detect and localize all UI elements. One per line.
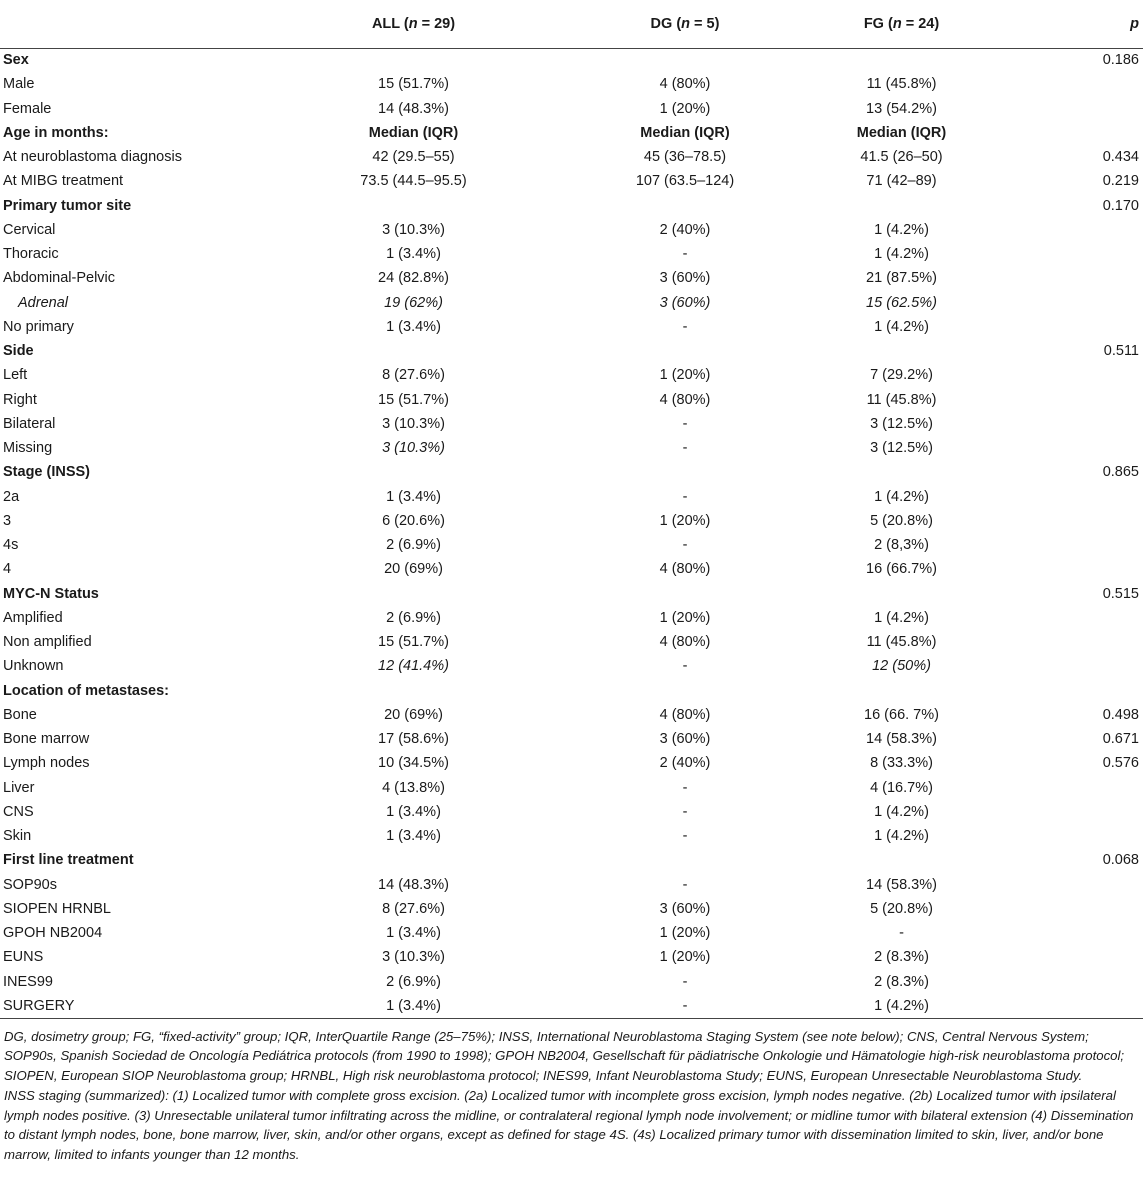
- cell-dg: 3 (60%): [659, 294, 711, 311]
- cell-dg: 3 (60%): [659, 270, 711, 287]
- row-label: Thoracic: [3, 246, 59, 263]
- row-label: Bone: [3, 706, 37, 723]
- row-label: Primary tumor site: [3, 197, 132, 214]
- table-row: [0, 194, 1143, 218]
- table-row: [0, 606, 1143, 630]
- row-label: 4: [3, 561, 12, 578]
- table-row: [0, 824, 1143, 848]
- cell-p-value: [1013, 897, 1143, 921]
- row-label: Cervical: [3, 221, 56, 238]
- cell-fg: [790, 339, 1013, 363]
- cell-p-value: [1013, 509, 1143, 533]
- cell-fg: -: [899, 925, 904, 942]
- cell-all: 1 (3.4%): [247, 994, 580, 1018]
- row-label: Age in months:: [3, 124, 109, 141]
- row-label: Bilateral: [3, 415, 56, 432]
- table-row: [0, 97, 1143, 121]
- cell-dg: [580, 582, 790, 606]
- table-body: [0, 48, 1143, 1018]
- cell-fg: 1 (4.2%): [874, 609, 929, 626]
- cell-p-value: 0.671: [1102, 731, 1139, 748]
- table-header: [0, 0, 1143, 48]
- row-label: Abdominal-Pelvic: [3, 270, 116, 287]
- table-row: [0, 703, 1143, 727]
- cell-p-value: [1013, 776, 1143, 800]
- row-label: Male: [3, 76, 35, 93]
- cell-all: 19 (62%): [384, 294, 443, 311]
- cell-p-value: [1013, 970, 1143, 994]
- cell-all: 2 (6.9%): [386, 973, 441, 990]
- cell-p-value: [1013, 436, 1143, 460]
- cell-p-value: 0.865: [1102, 464, 1139, 481]
- row-label: First line treatment: [3, 852, 134, 869]
- cell-all: 4 (13.8%): [382, 779, 445, 796]
- row-label: GPOH NB2004: [3, 925, 103, 942]
- table-row: [0, 533, 1143, 557]
- table-row: [0, 485, 1143, 509]
- row-label: Female: [3, 100, 52, 117]
- cell-p-value: 0.515: [1102, 585, 1139, 602]
- table-footnotes: [0, 1019, 1143, 1165]
- cell-all: [247, 679, 580, 703]
- cell-fg: Median (IQR): [856, 124, 947, 141]
- row-label: SURGERY: [0, 994, 247, 1018]
- cell-fg: 1 (4.2%): [874, 488, 929, 505]
- cell-fg: 3 (12.5%): [870, 440, 933, 457]
- cell-dg: [580, 460, 790, 484]
- cell-fg: 4 (16.7%): [870, 779, 933, 796]
- cell-all: [247, 339, 580, 363]
- cell-dg: 3 (60%): [659, 900, 711, 917]
- cell-dg: 1 (20%): [659, 949, 711, 966]
- row-label: Right: [3, 391, 37, 408]
- row-label: Stage (INSS): [3, 464, 91, 481]
- cell-fg: 1 (4.2%): [790, 994, 1013, 1018]
- cell-p-value: [1013, 388, 1143, 412]
- cell-p-value: [1013, 315, 1143, 339]
- row-label: No primary: [3, 318, 74, 335]
- cell-all: [247, 194, 580, 218]
- table-row: [0, 218, 1143, 242]
- abbreviations-note: DG, dosimetry group; FG, “fixed-activity” group; IQR, InterQuartile Range (25–75%); INSS, International Neuroblastoma Staging System (see note below); CNS, Central Nervous System; SOP90s, Spanish Sociedad de Oncología Pediátrica protocols (from 1990 to 1998); GPOH NB2004, Gesellschaft für pädiatrische Onkologie und Hämatologie high-risk neuroblastoma protocol; SIOPEN, European SIOP Neuroblastoma group; HRNBL, High risk neuroblastoma protocol; INES99, Infant Neuroblastoma Study; EUNS, European Unresectable Neuroblastoma Study.: [4, 1028, 1125, 1083]
- cell-dg: [580, 48, 790, 72]
- table-row: [0, 121, 1143, 145]
- row-label: Skin: [3, 828, 32, 845]
- cell-dg: 1 (20%): [659, 367, 711, 384]
- cell-all: [247, 48, 580, 72]
- cell-p-value: 0.511: [1103, 343, 1139, 360]
- cell-fg: 7 (29.2%): [870, 367, 933, 384]
- cell-all: 8 (27.6%): [382, 367, 445, 384]
- cell-fg: 1 (4.2%): [874, 221, 929, 238]
- cell-p-value: 0.498: [1102, 706, 1139, 723]
- cell-dg: -: [682, 973, 688, 990]
- table-row: [0, 994, 1143, 1018]
- cell-p-value: [1013, 824, 1143, 848]
- cell-all: 1 (3.4%): [386, 246, 441, 263]
- cell-dg: 4 (80%): [659, 391, 711, 408]
- cell-all: 10 (34.5%): [378, 755, 449, 772]
- cell-fg: 41.5 (26–50): [860, 149, 943, 166]
- cell-dg: -: [580, 994, 790, 1018]
- row-label: Bone marrow: [3, 731, 90, 748]
- cell-p-value: [1013, 72, 1143, 96]
- cell-p-value: [1013, 485, 1143, 509]
- cell-fg: 5 (20.8%): [870, 900, 933, 917]
- cell-p-value: [1013, 291, 1143, 315]
- cell-all: 12 (41.4%): [378, 658, 449, 675]
- table-row: [0, 800, 1143, 824]
- row-label: CNS: [3, 803, 34, 820]
- cell-p-value: [1013, 945, 1143, 969]
- row-label: Sex: [3, 52, 29, 69]
- cell-dg: 4 (80%): [659, 634, 711, 651]
- cell-fg: 5 (20.8%): [870, 512, 933, 529]
- table-row: [0, 630, 1143, 654]
- cell-dg: 1 (20%): [659, 100, 711, 117]
- cell-fg: 14 (58.3%): [866, 876, 937, 893]
- cell-all: 3 (10.3%): [382, 440, 445, 457]
- row-label: At neuroblastoma diagnosis: [3, 149, 182, 166]
- row-label: Adrenal: [18, 294, 68, 311]
- cell-fg: [790, 582, 1013, 606]
- table-row: [0, 654, 1143, 678]
- cell-dg: -: [682, 415, 688, 432]
- cell-all: 3 (10.3%): [382, 221, 445, 238]
- cell-fg: [790, 48, 1013, 72]
- cell-p-value: [1013, 606, 1143, 630]
- header-empty: [0, 0, 247, 48]
- cell-fg: [790, 848, 1013, 872]
- row-label: Unknown: [3, 658, 64, 675]
- cell-dg: Median (IQR): [640, 124, 730, 141]
- cell-fg: 71 (42–89): [866, 173, 937, 190]
- cell-p-value: [1013, 266, 1143, 290]
- cell-dg: 4 (80%): [659, 561, 711, 578]
- cell-all: 3 (10.3%): [382, 949, 445, 966]
- cell-fg: 2 (8.3%): [874, 973, 929, 990]
- table-row: [0, 48, 1143, 72]
- cell-fg: 1 (4.2%): [874, 246, 929, 263]
- cell-dg: 107 (63.5–124): [635, 173, 735, 190]
- table-row: [0, 145, 1143, 169]
- cell-all: 14 (48.3%): [378, 100, 449, 117]
- cell-dg: [580, 194, 790, 218]
- table-row: [0, 921, 1143, 945]
- row-label: Liver: [3, 779, 35, 796]
- cell-all: 3 (10.3%): [382, 415, 445, 432]
- cell-dg: 3 (60%): [659, 731, 711, 748]
- cell-fg: 11 (45.8%): [866, 634, 937, 651]
- cell-all: 1 (3.4%): [386, 803, 441, 820]
- table-row: [0, 557, 1143, 581]
- table-row: [0, 776, 1143, 800]
- cell-dg: 4 (80%): [659, 76, 711, 93]
- header-all: ALL (n = 29): [247, 0, 580, 48]
- cell-all: 15 (51.7%): [378, 391, 449, 408]
- row-label: Non amplified: [3, 634, 92, 651]
- cell-fg: 12 (50%): [872, 658, 931, 675]
- table-row: [0, 848, 1143, 872]
- row-label: 2a: [3, 488, 20, 505]
- row-label: 4s: [3, 537, 19, 554]
- cell-fg: 2 (8,3%): [874, 537, 929, 554]
- table-row: [0, 388, 1143, 412]
- cell-fg: 1 (4.2%): [874, 803, 929, 820]
- cell-fg: 1 (4.2%): [874, 318, 929, 335]
- table-row: [0, 291, 1143, 315]
- cell-p-value: [1013, 921, 1143, 945]
- cell-p-value: 0.434: [1102, 149, 1139, 166]
- cell-all: [247, 582, 580, 606]
- cell-p-value: [1013, 242, 1143, 266]
- cell-all: 14 (48.3%): [378, 876, 449, 893]
- cell-p-value: [1013, 873, 1143, 897]
- table-row: [0, 727, 1143, 751]
- cell-p-value: [1013, 994, 1143, 1018]
- cell-all: 1 (3.4%): [386, 925, 441, 942]
- cell-p-value: 0.186: [1102, 52, 1139, 69]
- cell-fg: [790, 194, 1013, 218]
- cell-all: 20 (69%): [384, 561, 443, 578]
- cell-dg: -: [682, 440, 688, 457]
- cell-all: 1 (3.4%): [386, 488, 441, 505]
- cell-p-value: [1013, 97, 1143, 121]
- table-row: [0, 266, 1143, 290]
- table-row: [0, 970, 1143, 994]
- cell-fg: 21 (87.5%): [866, 270, 937, 287]
- cell-dg: -: [682, 318, 688, 335]
- cell-fg: 16 (66.7%): [866, 561, 937, 578]
- cell-fg: [790, 679, 1013, 703]
- cell-dg: -: [682, 803, 688, 820]
- cell-fg: 16 (66. 7%): [864, 706, 939, 723]
- table-row: [0, 897, 1143, 921]
- table-row: [0, 315, 1143, 339]
- cell-p-value: [1013, 533, 1143, 557]
- cell-fg: 3 (12.5%): [870, 415, 933, 432]
- cell-all: 17 (58.6%): [378, 731, 449, 748]
- cell-all: [247, 848, 580, 872]
- cell-p-value: 0.170: [1102, 197, 1139, 214]
- cell-p-value: [1013, 218, 1143, 242]
- cell-dg: -: [682, 488, 688, 505]
- row-label: At MIBG treatment: [3, 173, 124, 190]
- cell-all: 1 (3.4%): [386, 318, 441, 335]
- row-label: MYC-N Status: [3, 585, 99, 602]
- cell-dg: 4 (80%): [659, 706, 711, 723]
- header-p: p: [1013, 0, 1143, 48]
- cell-all: 15 (51.7%): [378, 634, 449, 651]
- cell-all: Median (IQR): [368, 124, 459, 141]
- table-row: [0, 582, 1143, 606]
- cell-all: 6 (20.6%): [382, 512, 445, 529]
- row-label: 3: [3, 512, 12, 529]
- cell-p-value: [1013, 654, 1143, 678]
- cell-p-value: [1013, 679, 1143, 703]
- cell-dg: 45 (36–78.5): [643, 149, 727, 166]
- cell-fg: 1 (4.2%): [874, 828, 929, 845]
- row-label: Side: [3, 343, 34, 360]
- cell-p-value: [1013, 557, 1143, 581]
- cell-dg: 1 (20%): [659, 925, 711, 942]
- cell-dg: -: [682, 246, 688, 263]
- cell-all: 2 (6.9%): [386, 537, 441, 554]
- cell-dg: [580, 679, 790, 703]
- cell-fg: 8 (33.3%): [870, 755, 933, 772]
- table-row: [0, 412, 1143, 436]
- table-row: [0, 363, 1143, 387]
- cell-p-value: 0.219: [1102, 173, 1139, 190]
- cell-fg: 14 (58.3%): [866, 731, 937, 748]
- cell-fg: [790, 460, 1013, 484]
- row-label: SOP90s: [3, 876, 57, 893]
- row-label: Location of metastases:: [3, 682, 169, 699]
- table-row: [0, 945, 1143, 969]
- table-row: [0, 509, 1143, 533]
- cell-dg: -: [682, 658, 688, 675]
- cell-dg: [580, 339, 790, 363]
- row-label: Amplified: [3, 609, 63, 626]
- cell-fg: 2 (8.3%): [874, 949, 929, 966]
- cell-all: 24 (82.8%): [378, 270, 449, 287]
- cell-dg: -: [682, 537, 688, 554]
- cell-dg: 1 (20%): [659, 609, 711, 626]
- cell-fg: 15 (62.5%): [866, 294, 937, 311]
- row-label: Left: [3, 367, 28, 384]
- cell-dg: -: [682, 876, 688, 893]
- row-label: EUNS: [3, 949, 44, 966]
- cell-p-value: 0.576: [1102, 755, 1139, 772]
- cell-dg: 2 (40%): [659, 755, 711, 772]
- cell-dg: -: [682, 828, 688, 845]
- table-row: [0, 751, 1143, 775]
- cell-p-value: [1013, 121, 1143, 145]
- cell-p-value: [1013, 800, 1143, 824]
- cell-p-value: 0.068: [1102, 852, 1139, 869]
- cell-p-value: [1013, 363, 1143, 387]
- cell-dg: [580, 848, 790, 872]
- cell-all: 73.5 (44.5–95.5): [360, 173, 467, 190]
- cell-all: 20 (69%): [384, 706, 443, 723]
- cell-dg: 1 (20%): [659, 512, 711, 529]
- inss-staging-note: INSS staging (summarized): (1) Localized tumor with complete gross excision. (2a) Localized tumor with incomplete gross excision, lymph nodes negative. (2b) Localized tumor with ipsilateral lymph nodes positive. (3) Unresectable unilateral tumor infiltrating across the midline, or contralateral regional lymph node involvement; or midline tumor with bilateral extension (4) Dissemination to distant lymph nodes, bone, bone marrow, liver, skin, and/or other organs, except as defined for stage 4S. (4s) Localized primary tumor with dissemination limited to skin, liver, and/or bone marrow, limited to infants younger than 12 months.: [4, 1088, 1134, 1162]
- cell-all: 1 (3.4%): [386, 828, 441, 845]
- cell-fg: 11 (45.8%): [866, 391, 937, 408]
- cell-fg: 11 (45.8%): [866, 76, 937, 93]
- table-row: [0, 873, 1143, 897]
- table-row: [0, 679, 1143, 703]
- row-label: Missing: [3, 440, 53, 457]
- cell-all: 15 (51.7%): [378, 76, 449, 93]
- table-row: [0, 242, 1143, 266]
- row-label: SIOPEN HRNBL: [3, 900, 111, 917]
- table-row: [0, 460, 1143, 484]
- table-row: [0, 436, 1143, 460]
- header-dg: DG (n = 5): [580, 0, 790, 48]
- cell-all: [247, 460, 580, 484]
- table-row: [0, 72, 1143, 96]
- cell-dg: -: [682, 779, 688, 796]
- table-row: [0, 339, 1143, 363]
- cell-all: 8 (27.6%): [382, 900, 445, 917]
- cell-all: 2 (6.9%): [386, 609, 441, 626]
- row-label: INES99: [3, 973, 53, 990]
- cell-all: 42 (29.5–55): [372, 149, 455, 166]
- cell-fg: 13 (54.2%): [866, 100, 937, 117]
- row-label: Lymph nodes: [3, 755, 90, 772]
- cell-p-value: [1013, 412, 1143, 436]
- cell-p-value: [1013, 630, 1143, 654]
- table-row: [0, 169, 1143, 193]
- cell-dg: 2 (40%): [659, 221, 711, 238]
- header-fg: FG (n = 24): [790, 0, 1013, 48]
